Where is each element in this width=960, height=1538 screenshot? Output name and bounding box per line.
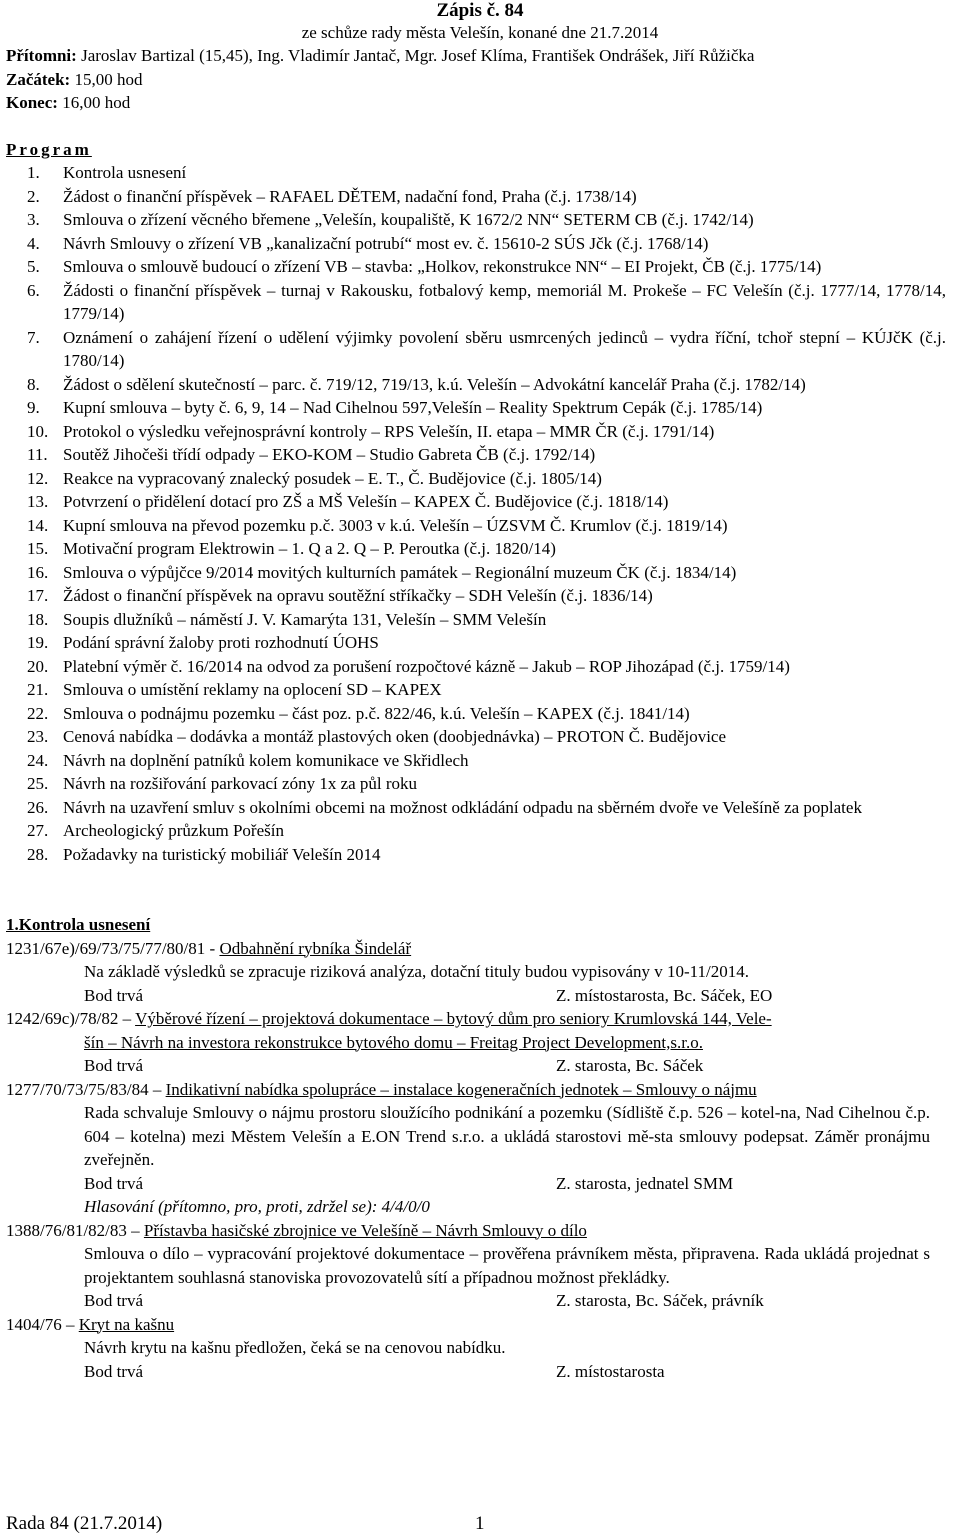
responsible-text: Z. starosta, Bc. Sáček, právník [556,1291,764,1310]
resolution-entry [0,937,960,961]
document-subtitle: ze schůze rady města Velešín, konané dne 21.7.2014 [301,23,659,42]
document-header [0,0,960,44]
program-item-text: Návrh Smlouvy o zřízení VB „kanalizační potrubí“ most ev. č. 15610-2 SÚS Jčk (č.j. 1768/14) [63,233,709,253]
status-row [0,1054,960,1078]
resolution-entry [0,1313,960,1337]
program-item [0,819,960,843]
responsible-text: Z. starosta, Bc. Sáček [556,1056,704,1075]
present-line [6,44,960,68]
program-item-text: Žádost o finanční příspěvek na opravu soutěžní stříkačky – SDH Velešín (č.j. 1836/14) [63,586,653,605]
status-row [0,1172,960,1196]
program-item-number: 2. [27,186,40,206]
program-item [0,796,960,820]
program-item-number: 6. [27,280,40,300]
status-text: Bod trvá [84,1173,144,1193]
program-item-number: 28. [27,844,49,864]
program-item [0,232,960,256]
page-number: 1 [475,1513,485,1534]
status-text: Bod trvá [84,1361,144,1381]
program-item-number: 23. [27,727,49,746]
program-item-number: 11. [27,445,48,464]
program-item [0,420,960,444]
status-row [0,1289,960,1313]
program-item [0,584,960,608]
program-list [0,161,960,866]
program-item-number: 10. [27,421,49,441]
program-item-number: 7. [27,327,40,347]
program-item-text: Požadavky na turistický mobiliář Velešín 2014 [63,844,381,864]
resolution-ref: 1231/67e)/69/73/75/77/80/81 - [6,938,220,958]
vote-line: Hlasování (přítomno, pro, proti, zdržel se): 4/4/0/0 [84,1197,430,1216]
program-item-number: 3. [27,210,40,229]
resolution-subject: Přístavba hasičské zbrojnice ve Velešíně – Návrh Smlouvy o dílo [143,1220,587,1240]
program-item [0,490,960,514]
present-label: Přítomni: [6,46,77,65]
program-item-number: 24. [27,750,49,770]
program-item [0,678,960,702]
program-item [0,843,960,867]
program-item-text: Soupis dlužníků – náměstí J. V. Kamarýta 131, Velešín – SMM Velešín [63,609,547,629]
program-heading: Program [6,139,92,159]
status-text: Bod trvá [84,1291,144,1310]
program-item-text: Podání správní žaloby proti rozhodnutí ÚOHS [63,633,379,652]
resolution-subject: Kryt na kašnu [78,1314,175,1334]
program-item-text: Návrh na uzavření smluv s okolními obcemi na možnost odkládání odpadu na sběrném dvoře ve Velešíně za poplatek [63,797,862,817]
program-item-number: 21. [27,680,49,699]
program-item-number: 5. [27,257,40,276]
program-item [0,725,960,749]
resolution-subject-cont: šín – Návrh na investora rekonstrukce bytového domu – Freitag Project Development,s.r.o. [84,1032,703,1052]
program-item [0,631,960,655]
program-item-number: 9. [27,398,40,417]
program-item [0,279,960,326]
program-item-text: Motivační program Elektrowin – 1. Q a 2. Q – P. Peroutka (č.j. 1820/14) [63,539,556,558]
program-item-number: 14. [27,515,49,535]
program-item [0,772,960,796]
program-item-text: Kupní smlouva – byty č. 6, 9, 14 – Nad Cihelnou 597,Velešín – Reality Spektrum Cepák (č.j. 1785/14) [63,398,763,417]
program-item-number: 25. [27,774,49,793]
program-item-number: 26. [27,797,49,817]
start-value: 15,00 hod [70,69,143,89]
program-item-text: Návrh na doplnění patníků kolem komunikace ve Skřidlech [63,750,469,770]
program-item [0,255,960,279]
resolution-ref: 1388/76/81/82/83 – [6,1220,144,1240]
program-item-number: 27. [27,821,49,840]
program-item [0,514,960,538]
program-item-text: Archeologický průzkum Pořešín [63,821,284,840]
responsible-text: Z. místostarosta [556,1361,665,1381]
program-item-text: Kupní smlouva na převod pozemku p.č. 3003 v k.ú. Velešín – ÚZSVM Č. Krumlov (č.j. 1819/14) [63,515,728,535]
program-item-text: Potvrzení o přidělení dotací pro ZŠ a MŠ Velešín – KAPEX Č. Budějovice (č.j. 1818/14) [63,492,669,511]
program-item-text: Reakce na vypracovaný znalecký posudek – E. T., Č. Budějovice (č.j. 1805/14) [63,468,602,488]
program-item-text: Návrh na rozšiřování parkovací zóny 1x za půl roku [63,774,418,793]
document-title: Zápis č. 84 [436,0,524,21]
footer-label: Rada 84 (21.7.2014) [6,1513,163,1534]
status-text: Bod trvá [84,985,144,1005]
program-item-text: Smlouva o výpůjčce 9/2014 movitých kulturních památek – Regionální muzeum ČK (č.j. 1834/14) [63,562,737,582]
program-item [0,467,960,491]
program-item [0,608,960,632]
start-line [6,68,960,92]
program-item-text: Smlouva o smlouvě budoucí o zřízení VB – stavba: „Holkov, rekonstrukce NN“ – EI Projekt, ČB (č.j. 1775/14) [63,257,822,276]
program-item [0,749,960,773]
program-item-text: Žádosti o finanční příspěvek – turnaj v Rakousku, fotbalový kemp, memoriál M. Prokeše – FC Velešín (č.j. 1777/14, 1778/14, 1779/14) [63,280,946,323]
resolution-entry [0,1007,960,1054]
program-item-text: Kontrola usnesení [63,163,187,182]
program-item-number: 1. [27,163,40,182]
program-item [0,208,960,232]
start-label: Začátek: [6,69,71,89]
status-row [0,984,960,1008]
program-item [0,161,960,185]
program-item-number: 20. [27,656,49,676]
resolution-text: Rada schvaluje Smlouvy o nájmu prostoru sloužícího podnikání a pozemku (Sídliště č.p. 526 – kotel-na, Nad Cihelnou č.p. 604 – kotelna) mezi Městem Velešín a E.ON Trend s.r.o. a ukládá starostovi mě-sta smlouvy podepsat. Záměr pronájmu zveřejněn. [84,1103,930,1169]
responsible-text: Z. místostarosta, Bc. Sáček, EO [556,985,773,1005]
program-item-number: 8. [27,374,40,394]
program-item [0,326,960,373]
program-item-number: 12. [27,468,49,488]
program-item [0,537,960,561]
program-item-number: 13. [27,492,49,511]
program-item-number: 17. [27,586,49,605]
resolution-ref: 1242/69c)/78/82 – [6,1009,136,1028]
status-row [0,1360,960,1384]
program-item [0,702,960,726]
program-item-text: Smlouva o zřízení věcného břemene „Velešín, koupaliště, K 1672/2 NN“ SETERM CB (č.j. 1742/14) [63,210,754,229]
program-item [0,443,960,467]
resolution-subject: Výběrové řízení – projektová dokumentace – bytový dům pro seniory Krumlovská 144, Vele- [135,1009,772,1028]
program-item-text: Smlouva o umístění reklamy na oplocení SD – KAPEX [63,680,442,699]
responsible-text: Z. starosta, jednatel SMM [556,1173,734,1193]
program-item-text: Žádost o finanční příspěvek – RAFAEL DĚTEM, nadační fond, Praha (č.j. 1738/14) [63,186,637,206]
status-text: Bod trvá [84,1056,144,1075]
program-item-text: Smlouva o podnájmu pozemku – část poz. p.č. 822/46, k.ú. Velešín – KAPEX (č.j. 1841/14) [63,703,690,723]
resolution-ref: 1404/76 – [6,1314,79,1334]
resolution-subject: Odbahnění rybníka Šindelář [219,938,412,958]
program-item-text: Cenová nabídka – dodávka a montáž plastových oken (doobjednávka) – PROTON Č. Budějovice [63,727,727,746]
attendance-block [0,44,960,115]
program-item-number: 4. [27,233,40,253]
program-item-number: 22. [27,703,49,723]
program-item-text: Platební výměr č. 16/2014 na odvod za porušení rozpočtové kázně – Jakub – ROP Jihozápad (č.j. 1759/14) [63,656,790,676]
program-item-number: 16. [27,562,49,582]
resolution-entry [0,1078,960,1102]
resolution-text: Návrh krytu na kašnu předložen, čeká se na cenovou nabídku. [84,1338,506,1357]
program-item-text: Oznámení o zahájení řízení o udělení výjimky povolení sběru usmrcených jedinců – vydra říční, tchoř stepní – KÚJčK (č.j. 1780/14) [63,327,946,370]
end-value: 16,00 hod [57,93,131,112]
program-item-text: Soutěž Jihočeši třídí odpady – EKO-KOM – Studio Gabreta ČB (č.j. 1792/14) [63,445,596,464]
program-item [0,373,960,397]
page-footer [6,1512,946,1536]
end-label: Konec: [6,93,58,112]
program-item [0,655,960,679]
resolution-text: Na základě výsledků se zpracuje riziková analýza, dotační tituly budou vypisovány v 10-11/2014. [84,962,750,981]
program-item [0,185,960,209]
resolution-entry [0,1219,960,1243]
resolution-text: Smlouva o dílo – vypracování projektové dokumentace – prověřena právníkem města, připravena. Rada ukládá projednat s projektantem souhlasná stanoviska provozovatelů sítí a případnou možnost překládky. [84,1244,930,1287]
program-item-number: 18. [27,609,49,629]
program-item [0,561,960,585]
program-item [0,396,960,420]
resolution-ref: 1277/70/73/75/83/84 – [6,1079,166,1099]
end-line [6,91,960,115]
program-item-number: 15. [27,539,49,558]
program-item-text: Protokol o výsledku veřejnosprávní kontroly – RPS Velešín, II. etapa – MMR ČR (č.j. 1791/14) [63,421,715,441]
program-item-number: 19. [27,633,49,652]
program-item-text: Žádost o sdělení skutečností – parc. č. 719/12, 719/13, k.ú. Velešín – Advokátní kancelář Praha (č.j. 1782/14) [63,374,806,394]
section-heading: 1.Kontrola usnesení [6,915,151,934]
resolution-subject: Indikativní nabídka spolupráce – instalace kogeneračních jednotek – Smlouvy o nájmu [165,1079,757,1099]
present-value: Jaroslav Bartizal (15,45), Ing. Vladimír Jantač, Mgr. Josef Klíma, František Ondrášek, Jiří Růžička [76,46,755,65]
